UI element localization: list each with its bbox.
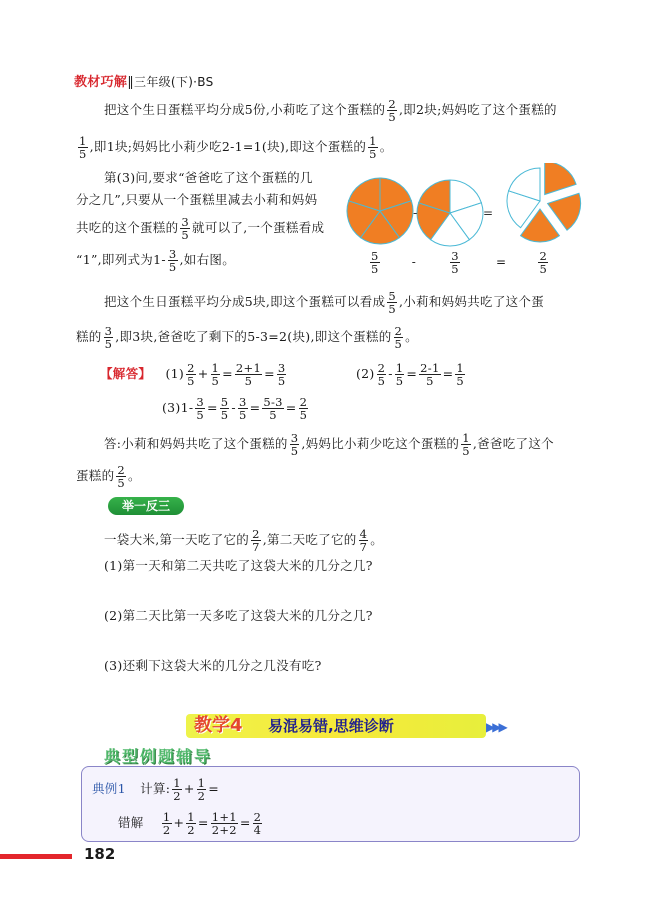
book-brand: 教材巧解 [74, 75, 128, 90]
text: ,即2块;妈妈吃了这个蛋糕的 [398, 102, 557, 117]
paragraph-1-line-1 [104, 98, 557, 123]
cake-whole [347, 178, 413, 244]
practice-question: 一袋大米,第一天吃了它的 $\frac{2}{7}$ ,第二天吃了它的 $\frac{4}{7}$ 。 [104, 527, 384, 554]
fraction: $\frac{2}{5}$ [394, 324, 403, 351]
practice-q3: (3)还剩下这袋大米的几分之几没有吃? [104, 658, 322, 673]
text: 。 [128, 468, 141, 483]
paragraph-3-line-1 [104, 290, 544, 315]
answer-line-1: 答:小莉和妈妈共吃了这个蛋糕的 $\frac{3}{5}$ ,妈妈比小莉少吃这个蛋糕的 $\frac{1}{5}$ ,爸爸吃了这个 [104, 431, 554, 458]
answer-line-2: 蛋糕的 $\frac{2}{5}$ 。 [76, 463, 141, 490]
item-label: (1) [165, 366, 185, 381]
solution-item-2: (2) $\frac{2}{5}$ - $\frac{1}{5}$ = $\frac{2-1}{5}$ = $\frac{1}{5}$ [356, 361, 464, 388]
solution-item-3: (3)1- $\frac{3}{5}$ = $\frac{5}{5}$ - $\frac{3}{5}$ = $\frac{5-3}{5}$ = $\frac{2}{5}$ [162, 395, 308, 422]
cake-two-fifths [507, 163, 581, 242]
solution-tag: 【解答】 [100, 366, 152, 381]
label-two-fifths: $\frac{2}{5}$ [539, 249, 548, 276]
example-label: 典例1 [92, 781, 126, 796]
section-heading: 典型例题辅导 [104, 747, 213, 766]
paragraph-2-line-1: 第(3)问,要求“爸爸吃了这个蛋糕的几 [104, 170, 313, 185]
text: ,即3块,爸爸吃了剩下的5-3=2(块),即这个蛋糕的 [115, 329, 392, 344]
grade-label: 三年级(下)·BS [134, 75, 214, 89]
footer-bar [0, 854, 72, 859]
fraction: $\frac{1}{5}$ [79, 134, 87, 161]
running-header [74, 74, 214, 91]
text: 共吃的这个蛋糕的 [76, 220, 179, 235]
minus-sign: - [413, 206, 418, 220]
wrong-solution: 错解 $\frac{1}{2}$ + $\frac{1}{2}$ = $\frac{1+1}{2+2}$ = $\frac{2}{4}$ [118, 810, 262, 837]
minus-sign: - [411, 255, 417, 269]
text: 。 [379, 139, 393, 154]
cake-three-fifths [417, 180, 483, 246]
paragraph-2-line-3 [76, 216, 324, 241]
text: 。 [405, 329, 418, 344]
text: 答:小莉和妈妈共吃了这个蛋糕的 [104, 436, 288, 451]
item-label: (2) [356, 366, 375, 381]
text: 糕的 [76, 329, 102, 344]
paragraph-2-line-2: 分之几”,只要从一个蛋糕里减去小莉和妈妈 [76, 192, 318, 207]
text: ,小莉和妈妈共吃了这个蛋 [398, 294, 545, 309]
text: ,第二天吃了它的 [262, 532, 357, 547]
figure-labels [368, 250, 550, 275]
equals-sign: = [483, 206, 494, 220]
fraction: $\frac{3}{5}$ [168, 247, 177, 274]
text: 把这个生日蛋糕平均分成5份,小莉吃了这个蛋糕的 [104, 102, 386, 117]
text: 。 [370, 532, 384, 547]
example-prompt: 典例1 计算: $\frac{1}{2}$ + $\frac{1}{2}$ = [92, 776, 220, 803]
text: ,即1块;妈妈比小莉少吃2-1=1(块),即这个蛋糕的 [89, 139, 367, 154]
equals-sign: = [495, 255, 507, 269]
text: “1”,即列式为1- [76, 252, 166, 267]
banner-number: 教学4 [194, 715, 243, 736]
paragraph-1-line-2 [76, 135, 393, 160]
text: 就可以了,一个蛋糕看成 [192, 220, 325, 235]
practice-q2: (2)第二天比第一天多吃了这袋大米的几分之几? [104, 608, 373, 623]
fraction: $\frac{2}{5}$ [388, 97, 396, 124]
paragraph-3-line-2 [76, 325, 418, 350]
item-label: (3)1- [162, 400, 194, 415]
fraction: $\frac{3}{5}$ [104, 324, 113, 351]
example-box [81, 766, 580, 842]
practice-q1: (1)第一天和第二天共吃了这袋大米的几分之几? [104, 558, 373, 573]
text: 一袋大米,第一天吃了它的 [104, 532, 250, 547]
text: 计算: [140, 781, 171, 796]
page-number: 182 [84, 845, 116, 863]
section-banner [186, 714, 486, 738]
header-separator: ‖ [127, 75, 135, 90]
text: 把这个生日蛋糕平均分成5块,即这个蛋糕可以看成 [104, 294, 386, 309]
wrong-label: 错解 [118, 815, 144, 830]
text: ,妈妈比小莉少吃这个蛋糕的 [301, 436, 460, 451]
fraction: $\frac{5}{5}$ [388, 289, 396, 316]
paragraph-2-line-4 [76, 248, 235, 273]
practice-badge: 举一反三 [108, 497, 184, 515]
banner-title: 易混易错,思维诊断 [268, 717, 394, 735]
text: ,如右图。 [179, 252, 235, 267]
fraction: $\frac{3}{5}$ [181, 215, 190, 242]
solution-line-1: 【解答】 (1) $\frac{2}{5}$ + $\frac{1}{5}$ = $\frac{2+1}{5}$ = $\frac{3}{5}$ [100, 361, 286, 388]
text: 蛋糕的 [76, 468, 115, 483]
fraction: $\frac{1}{5}$ [369, 134, 377, 161]
cake-diagram [345, 163, 585, 255]
cake-slice [548, 193, 581, 230]
text: ,爸爸吃了这个 [472, 436, 554, 451]
label-three-fifths: $\frac{3}{5}$ [451, 249, 459, 276]
arrows-icon: ▶▶▶ [486, 720, 505, 734]
label-whole: $\frac{5}{5}$ [371, 249, 379, 276]
cake-slice [545, 163, 576, 195]
